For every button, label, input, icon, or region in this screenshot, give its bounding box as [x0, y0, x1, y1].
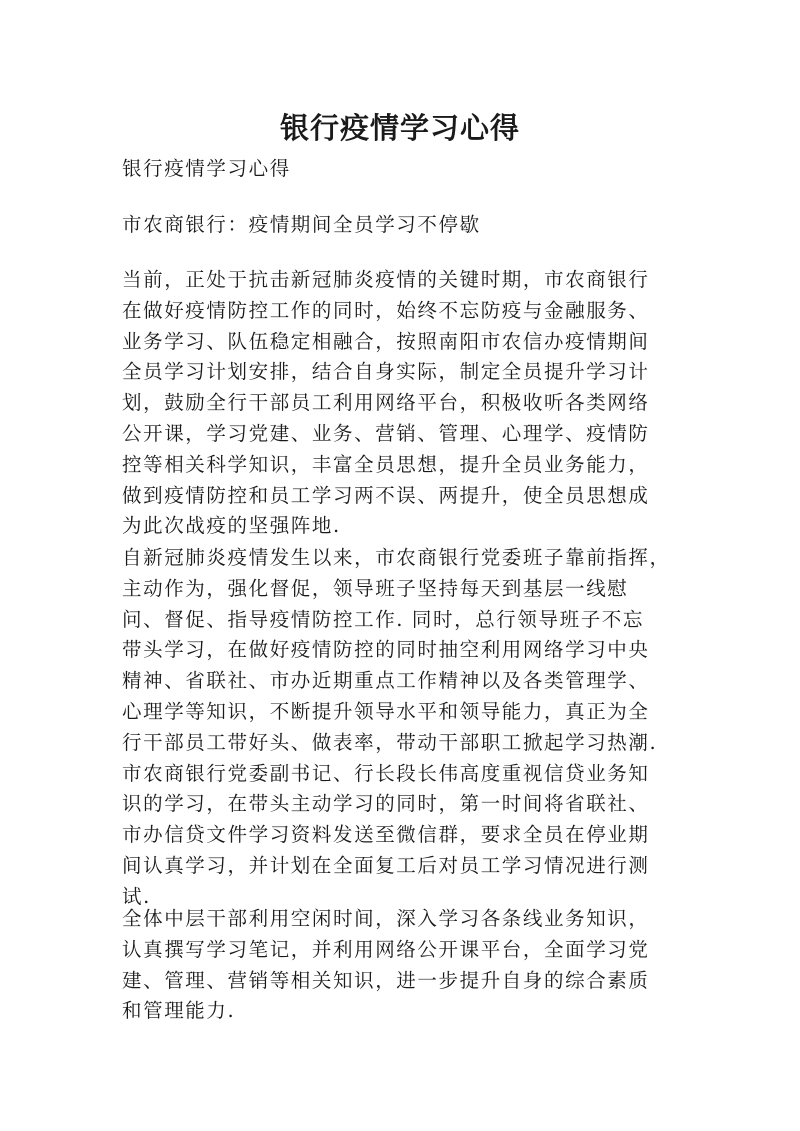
paragraph-line: 行干部员工带好头、做表率，带动干部职工掀起学习热潮. [122, 730, 658, 754]
paragraph-line: 公开课，学习党建、业务、营销、管理、心理学、疫情防 [122, 421, 650, 445]
paragraph-line: 问、督促、指导疫情防控工作. 同时，总行领导班子不忘 [122, 607, 644, 631]
paragraph-line: 划，鼓励全行干部员工利用网络平台，积极收听各类网络 [122, 391, 650, 415]
paragraph-1 [122, 265, 678, 542]
article-heading: 市农商银行：疫情期间全员学习不停歇 [122, 213, 481, 236]
paragraph-line: 业务学习、队伍稳定相融合，按照南阳市农信办疫情期间 [122, 329, 650, 353]
paragraph-line: 试. [122, 884, 151, 908]
paragraph-line: 心理学等知识，不断提升领导水平和领导能力，真正为全 [122, 699, 650, 723]
document-subtitle: 银行疫情学习心得 [122, 157, 291, 180]
paragraph-line: 和管理能力. [122, 999, 236, 1023]
paragraph-line: 带头学习，在做好疫情防控的同时抽空利用网络学习中央 [122, 638, 650, 662]
paragraph-line: 市办信贷文件学习资料发送至微信群，要求全员在停业期 [122, 823, 650, 847]
paragraph-line: 做到疫情防控和员工学习两不误、两提升，使全员思想成 [122, 483, 650, 507]
paragraph-line: 建、管理、营销等相关知识，进一步提升自身的综合素质 [122, 968, 650, 992]
document-title: 银行疫情学习心得 [279, 111, 520, 145]
paragraph-line: 在做好疫情防控工作的同时，始终不忘防疫与金融服务、 [122, 298, 650, 322]
paragraph-2 [122, 543, 678, 913]
paragraph-3 [122, 904, 678, 1027]
paragraph-line: 全员学习计划安排，结合自身实际，制定全员提升学习计 [122, 360, 650, 384]
paragraph-line: 间认真学习，并计划在全面复工后对员工学习情况进行测 [122, 853, 650, 877]
paragraph-line: 精神、省联社、市办近期重点工作精神以及各类管理学、 [122, 669, 650, 693]
paragraph-line: 认真撰写学习笔记，并利用网络公开课平台，全面学习党 [122, 937, 650, 961]
paragraph-line: 自新冠肺炎疫情发生以来，市农商银行党委班子靠前指挥， [122, 546, 671, 569]
paragraph-line: 控等相关科学知识，丰富全员思想，提升全员业务能力， [122, 452, 650, 476]
paragraph-line: 全体中层干部利用空闲时间，深入学习各条线业务知识， [122, 907, 650, 930]
paragraph-line: 识的学习，在带头主动学习的同时，第一时间将省联社、 [122, 792, 650, 816]
paragraph-line: 市农商银行党委副书记、行长段长伟高度重视信贷业务知 [122, 761, 650, 785]
paragraph-line: 主动作为，强化督促，领导班子坚持每天到基层一线慰 [122, 576, 629, 600]
paragraph-line: 为此次战疫的坚强阵地. [122, 514, 341, 538]
paragraph-line: 当前，正处于抗击新冠肺炎疫情的关键时期，市农商银行 [122, 268, 650, 291]
